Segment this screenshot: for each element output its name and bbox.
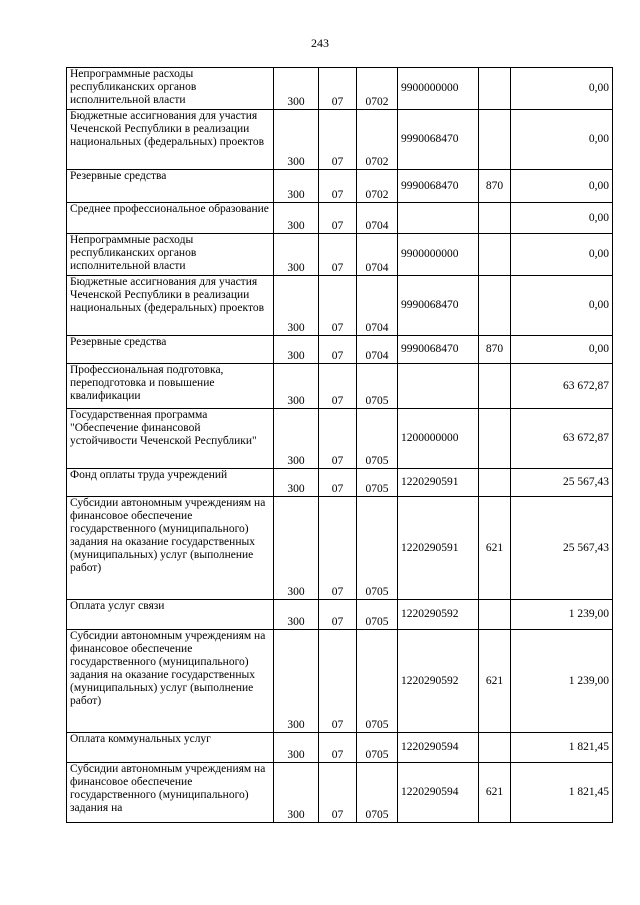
expense-type-code bbox=[479, 600, 511, 630]
grbs-code: 300 bbox=[274, 409, 319, 469]
table-row bbox=[67, 234, 613, 276]
expense-type-code: 621 bbox=[479, 763, 511, 823]
target-article-code: 1220290594 bbox=[398, 733, 479, 763]
table-row bbox=[67, 364, 613, 409]
table-row bbox=[67, 497, 613, 600]
grbs-code: 300 bbox=[274, 110, 319, 170]
section-code: 07 bbox=[319, 203, 357, 234]
grbs-code: 300 bbox=[274, 336, 319, 364]
target-article-code: 1220290594 bbox=[398, 763, 479, 823]
target-article-code bbox=[398, 203, 479, 234]
amount: 0,00 bbox=[511, 203, 613, 234]
subsection-code: 0705 bbox=[357, 469, 398, 497]
grbs-code: 300 bbox=[274, 276, 319, 336]
table-row bbox=[67, 68, 613, 110]
row-name: Оплата услуг связи bbox=[67, 600, 274, 630]
target-article-code: 1220290591 bbox=[398, 469, 479, 497]
amount: 0,00 bbox=[511, 110, 613, 170]
expense-type-code bbox=[479, 234, 511, 276]
row-name: Непрограммные расходы республиканских органов исполнительной власти bbox=[67, 234, 274, 276]
row-name: Бюджетные ассигнования для участия Чеченской Республики в реализации национальных (федеральных) проектов bbox=[67, 110, 274, 170]
row-name: Субсидии автономным учреждениям на финансовое обеспечение государственного (муниципального) задания на оказание государственных (муниципальных) услуг (выполнение работ) bbox=[67, 497, 274, 600]
target-article-code bbox=[398, 364, 479, 409]
expense-type-code: 621 bbox=[479, 630, 511, 733]
subsection-code: 0702 bbox=[357, 68, 398, 110]
target-article-code: 9900000000 bbox=[398, 234, 479, 276]
subsection-code: 0704 bbox=[357, 234, 398, 276]
amount: 25 567,43 bbox=[511, 469, 613, 497]
expense-type-code bbox=[479, 68, 511, 110]
amount: 1 239,00 bbox=[511, 630, 613, 733]
section-code: 07 bbox=[319, 336, 357, 364]
subsection-code: 0705 bbox=[357, 409, 398, 469]
section-code: 07 bbox=[319, 409, 357, 469]
section-code: 07 bbox=[319, 68, 357, 110]
section-code: 07 bbox=[319, 497, 357, 600]
subsection-code: 0705 bbox=[357, 763, 398, 823]
amount: 0,00 bbox=[511, 276, 613, 336]
row-name: Резервные средства bbox=[67, 170, 274, 203]
table-row bbox=[67, 600, 613, 630]
row-name: Субсидии автономным учреждениям на финансовое обеспечение государственного (муниципального) задания на bbox=[67, 763, 274, 823]
amount: 63 672,87 bbox=[511, 409, 613, 469]
amount: 0,00 bbox=[511, 68, 613, 110]
expense-type-code bbox=[479, 469, 511, 497]
grbs-code: 300 bbox=[274, 234, 319, 276]
expense-type-code: 870 bbox=[479, 170, 511, 203]
grbs-code: 300 bbox=[274, 497, 319, 600]
target-article-code: 9990068470 bbox=[398, 170, 479, 203]
grbs-code: 300 bbox=[274, 364, 319, 409]
target-article-code: 1220290592 bbox=[398, 630, 479, 733]
target-article-code: 9990068470 bbox=[398, 336, 479, 364]
row-name: Среднее профессиональное образование bbox=[67, 203, 274, 234]
subsection-code: 0704 bbox=[357, 203, 398, 234]
budget-table bbox=[66, 67, 613, 823]
subsection-code: 0704 bbox=[357, 276, 398, 336]
expense-type-code bbox=[479, 276, 511, 336]
subsection-code: 0702 bbox=[357, 170, 398, 203]
section-code: 07 bbox=[319, 364, 357, 409]
row-name: Профессиональная подготовка, переподготовка и повышение квалификации bbox=[67, 364, 274, 409]
section-code: 07 bbox=[319, 276, 357, 336]
expense-type-code: 621 bbox=[479, 497, 511, 600]
row-name: Фонд оплаты труда учреждений bbox=[67, 469, 274, 497]
subsection-code: 0702 bbox=[357, 110, 398, 170]
grbs-code: 300 bbox=[274, 469, 319, 497]
amount: 0,00 bbox=[511, 336, 613, 364]
subsection-code: 0705 bbox=[357, 630, 398, 733]
grbs-code: 300 bbox=[274, 763, 319, 823]
row-name: Бюджетные ассигнования для участия Чеченской Республики в реализации национальных (федеральных) проектов bbox=[67, 276, 274, 336]
amount: 1 239,00 bbox=[511, 600, 613, 630]
section-code: 07 bbox=[319, 763, 357, 823]
subsection-code: 0705 bbox=[357, 600, 398, 630]
table-row bbox=[67, 170, 613, 203]
amount: 63 672,87 bbox=[511, 364, 613, 409]
subsection-code: 0705 bbox=[357, 497, 398, 600]
section-code: 07 bbox=[319, 733, 357, 763]
expense-type-code bbox=[479, 409, 511, 469]
expense-type-code bbox=[479, 733, 511, 763]
section-code: 07 bbox=[319, 630, 357, 733]
table-row bbox=[67, 203, 613, 234]
row-name: Оплата коммунальных услуг bbox=[67, 733, 274, 763]
section-code: 07 bbox=[319, 600, 357, 630]
grbs-code: 300 bbox=[274, 170, 319, 203]
table-row bbox=[67, 110, 613, 170]
amount: 1 821,45 bbox=[511, 733, 613, 763]
subsection-code: 0705 bbox=[357, 733, 398, 763]
target-article-code: 1220290592 bbox=[398, 600, 479, 630]
target-article-code: 9990068470 bbox=[398, 276, 479, 336]
expense-type-code bbox=[479, 203, 511, 234]
target-article-code: 1200000000 bbox=[398, 409, 479, 469]
amount: 0,00 bbox=[511, 234, 613, 276]
section-code: 07 bbox=[319, 170, 357, 203]
section-code: 07 bbox=[319, 234, 357, 276]
row-name: Субсидии автономным учреждениям на финансовое обеспечение государственного (муниципального) задания на оказание государственных (муниципальных) услуг (выполнение работ) bbox=[67, 630, 274, 733]
table-row bbox=[67, 336, 613, 364]
grbs-code: 300 bbox=[274, 733, 319, 763]
table-body bbox=[67, 68, 613, 823]
row-name: Государственная программа "Обеспечение финансовой устойчивости Чеченской Республики" bbox=[67, 409, 274, 469]
amount: 0,00 bbox=[511, 170, 613, 203]
grbs-code: 300 bbox=[274, 203, 319, 234]
row-name: Непрограммные расходы республиканских органов исполнительной власти bbox=[67, 68, 274, 110]
amount: 1 821,45 bbox=[511, 763, 613, 823]
expense-type-code bbox=[479, 364, 511, 409]
section-code: 07 bbox=[319, 469, 357, 497]
target-article-code: 1220290591 bbox=[398, 497, 479, 600]
section-code: 07 bbox=[319, 110, 357, 170]
grbs-code: 300 bbox=[274, 630, 319, 733]
subsection-code: 0705 bbox=[357, 364, 398, 409]
table-row bbox=[67, 276, 613, 336]
subsection-code: 0704 bbox=[357, 336, 398, 364]
target-article-code: 9990068470 bbox=[398, 110, 479, 170]
table-row bbox=[67, 733, 613, 763]
row-name: Резервные средства bbox=[67, 336, 274, 364]
table-row bbox=[67, 409, 613, 469]
table-row bbox=[67, 630, 613, 733]
table-row bbox=[67, 469, 613, 497]
table-row bbox=[67, 763, 613, 823]
expense-type-code bbox=[479, 110, 511, 170]
page-number: 243 bbox=[311, 36, 329, 50]
target-article-code: 9900000000 bbox=[398, 68, 479, 110]
expense-type-code: 870 bbox=[479, 336, 511, 364]
grbs-code: 300 bbox=[274, 68, 319, 110]
amount: 25 567,43 bbox=[511, 497, 613, 600]
grbs-code: 300 bbox=[274, 600, 319, 630]
